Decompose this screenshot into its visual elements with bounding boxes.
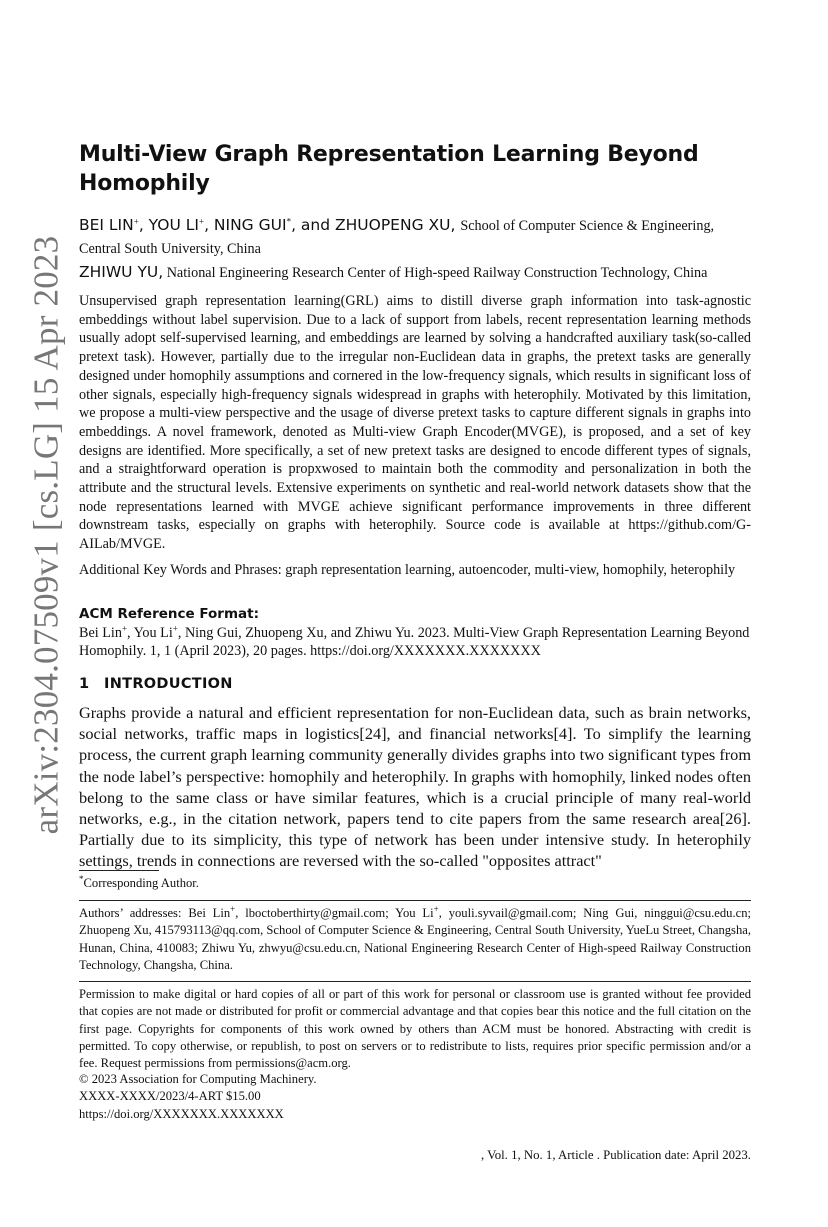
corresponding-author-footnote: *Corresponding Author.	[79, 873, 199, 890]
author-separator: , and	[291, 216, 336, 234]
introduction-body: Graphs provide a natural and efficient representation for non-Euclidean data, such as brain networks, social networks, traffic maps in logistics[24], and financial networks[4]. To simplify the learning process, the current graph learning community generally divides graphs into two significant types from the node label’s perspective: homophily and heterophily. In graphs with homophily, linked nodes often belong to the same class or have similar features, which is a crucial principle of many real-world networks, e.g., in the citation network, papers tend to cite papers from the same research area[26]. Partially due to its simplicity, this type of network has been under intensive study. In heterophily settings, trends in connections are reversed with the so-called "opposites attract"	[79, 703, 751, 871]
author-sup: *	[286, 216, 292, 227]
section-number: 1	[79, 676, 90, 692]
author-affiliation: National Engineering Research Center of High-speed Railway Construction Technology, China	[166, 265, 708, 281]
author-name: ZHUOPENG XU	[335, 216, 451, 234]
copyright-line: © 2023 Association for Computing Machinery.	[79, 1072, 317, 1086]
arxiv-identifier-stamp	[17, 235, 75, 835]
author-name: NING GUI	[213, 216, 287, 234]
permission-divider	[79, 981, 751, 982]
author-line-2	[79, 261, 751, 285]
author-name: ZHIWU YU,	[79, 263, 164, 281]
arxiv-identifier-text: arXiv:2304.07509v1 [cs.LG] 15 Apr 2023	[26, 235, 66, 835]
acm-reference-format	[79, 605, 751, 661]
acm-reference-text: Bei Lin+, You Li+, Ning Gui, Zhuopeng Xu, and Zhiwu Yu. 2023. Multi-View Graph Representation Learning Beyond Homophily. 1, 1 (April 2023), 20 pages. https://doi.org/XXXXXXX.XXXXXXX	[79, 622, 750, 660]
author-sup: +	[198, 216, 205, 227]
acm-reference-heading: ACM Reference Format:	[79, 606, 259, 622]
author-separator: ,	[138, 216, 149, 234]
doi-link[interactable]: https://doi.org/XXXXXXX.XXXXXXX	[79, 1106, 284, 1121]
paper-title: Multi-View Graph Representation Learning Beyond Homophily	[79, 142, 699, 196]
section-heading-introduction	[79, 676, 751, 692]
author-line-1: BEI LIN+, YOU LI+, NING GUI*, and ZHUOPENG XU, School of Computer Science & Engineering, Central South University, China	[79, 216, 715, 257]
copyright-block	[79, 1071, 751, 1123]
author-affiliation: School of Computer Science & Engineering, Central South University, China	[79, 218, 715, 257]
author-name: BEI LIN	[79, 216, 134, 234]
page-footer: , Vol. 1, No. 1, Article . Publication date: April 2023.	[480, 1148, 751, 1162]
footnote-rule	[79, 870, 159, 871]
author-block	[79, 214, 751, 285]
permission-notice: Permission to make digital or hard copies of all or part of this work for personal or classroom use is granted without fee provided that copies are not made or distributed for profit or commercial advantage and that copies bear this notice and the full citation on the first page. Copyrights for components of this work owned by others than ACM must be honored. Abstracting with credit is permitted. To copy otherwise, or republish, to post on servers or to redistribute to lists, requires prior specific permission and/or a fee. Request permissions from permissions@acm.org.	[79, 987, 751, 1071]
author-sup: +	[133, 216, 139, 227]
author-name: YOU LI	[148, 216, 199, 234]
author-addresses: Authors’ addresses: Bei Lin+, lboctoberthirty@gmail.com; You Li+, youli.syvail@gmail.com; Ning Gui, ninggui@csu.edu.cn; Zhuopeng Xu, 415793113@qq.com, School of Computer Science & Engineering, Central South University, YueLu Street, Changsha, Hunan, China, 410083; Zhiwu Yu, zhwyu@csu.edu.cn, National Engineering Research Center of High-speed Railway Construction Technology, Changsha, China.	[79, 903, 751, 972]
section-title: INTRODUCTION	[104, 676, 233, 692]
author-separator: ,	[204, 216, 214, 234]
issn-line: XXXX-XXXX/2023/4-ART $15.00	[79, 1089, 261, 1104]
footnote-divider	[79, 900, 751, 901]
abstract-text: Unsupervised graph representation learning(GRL) aims to distill diverse graph information into task-agnostic embeddings without label supervision. Due to a lack of support from labels, recent representation learning methods usually adopt self-supervised learning, and embeddings are learned by solving a handcrafted auxiliary task(so-called pretext task). However, partially due to the irregular non-Euclidean data in graphs, the pretext tasks are generally designed under homophily assumptions and cornered in the low-frequency signals, which results in significant loss of other signals, especially high-frequency signals widespread in graphs with heterophily. Motivated by this limitation, we propose a multi-view perspective and the usage of diverse pretext tasks to capture different signals in graphs into embeddings. A novel framework, denoted as Multi-view Graph Encoder(MVGE), is proposed, and a set of key designs are identified. More specifically, a set of new pretext tasks are designed to encode different types of signals, and a straightforward operation is propxwosed to maintain both the commodity and personalization in both the attribute and the structural levels. Extensive experiments on synthetic and real-world network datasets show that the node representations learned with MVGE achieve significant performance improvements in three different downstream tasks, especially on graphs with heterophily. Source code is available at https://github.com/G-AILab/MVGE.	[79, 293, 751, 553]
keywords-text: Additional Key Words and Phrases: graph representation learning, autoencoder, multi-view, homophily, heterophily	[79, 562, 736, 578]
